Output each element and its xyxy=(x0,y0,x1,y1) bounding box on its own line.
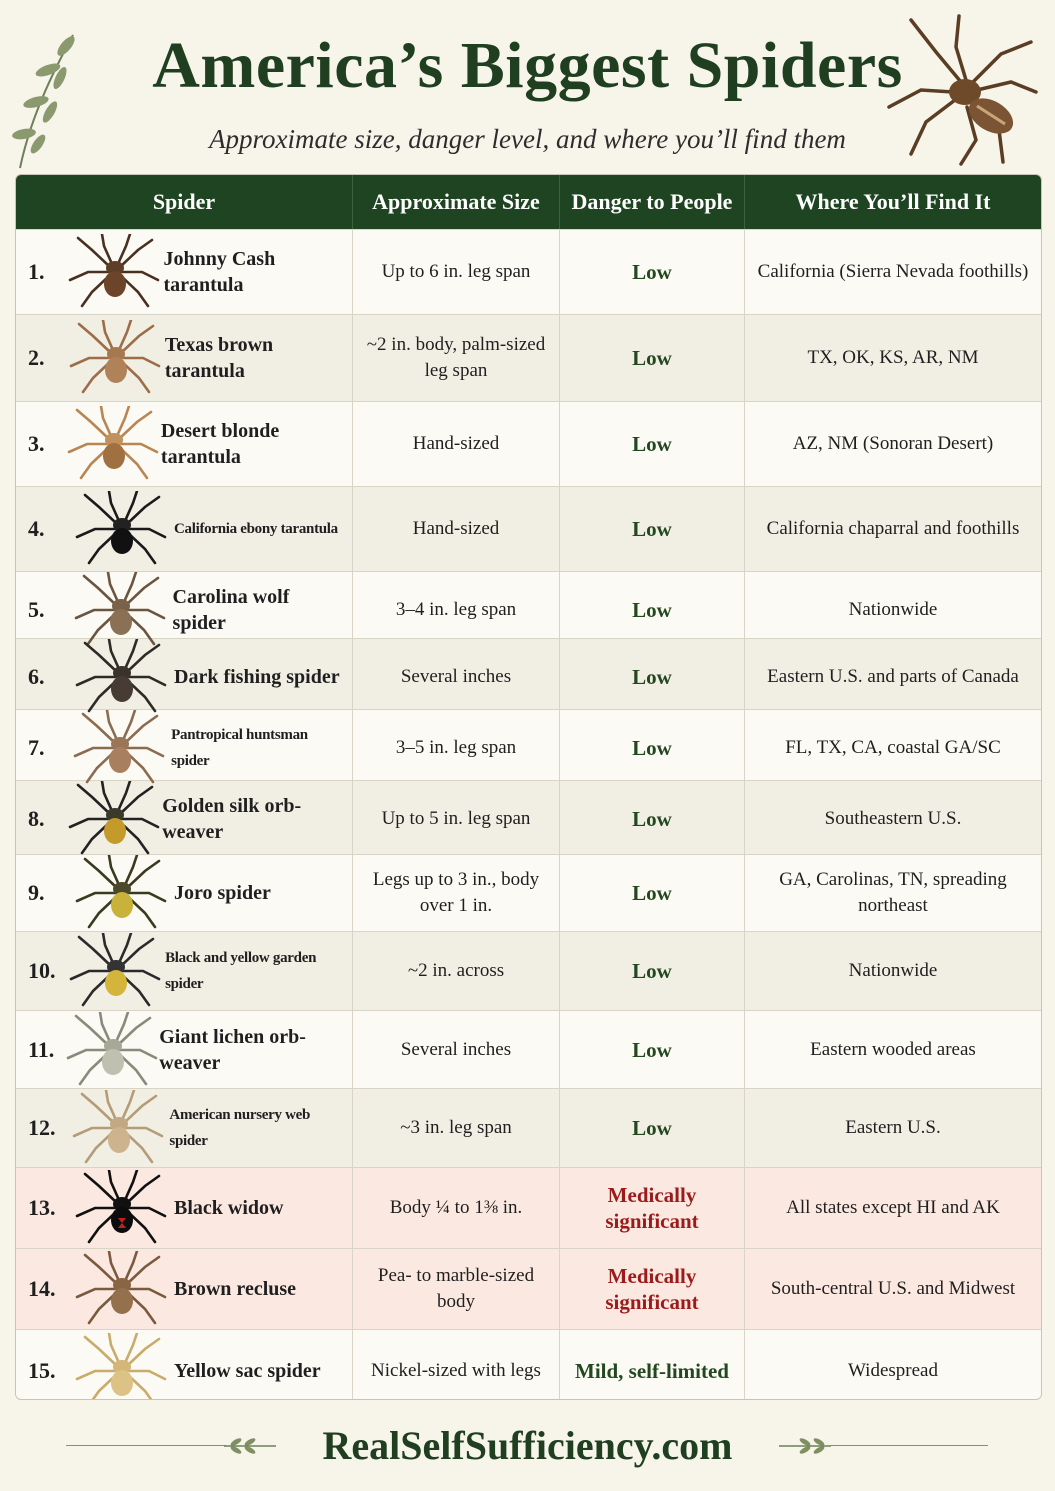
column-header-size: Approximate Size xyxy=(353,175,560,229)
spider-name: Pantropical huntsman spider xyxy=(171,727,308,769)
location-cell: GA, Carolinas, TN, spreading northeast xyxy=(779,869,1007,916)
huntsman-spider-icon xyxy=(63,710,171,786)
lichen-orb-weaver-icon xyxy=(60,1011,159,1088)
spider-cell xyxy=(16,855,353,931)
spider-name: Texas brown tarantula xyxy=(164,334,274,382)
joro-spider-icon xyxy=(64,855,174,931)
location-cell: South-central U.S. and Midwest xyxy=(770,1278,1016,1299)
table-header xyxy=(16,175,1041,229)
danger-cell: Mild, self-limited xyxy=(560,1330,745,1400)
danger-cell: Low xyxy=(560,781,745,857)
size-cell: Several inches xyxy=(353,639,560,715)
fishing-spider-icon xyxy=(64,639,174,715)
danger-cell: Low xyxy=(560,402,745,486)
table-row xyxy=(16,854,1041,931)
sprig-right-icon xyxy=(777,1436,833,1456)
rank-number: 10. xyxy=(28,958,56,983)
rank-number: 7. xyxy=(28,735,45,760)
spider-name: Golden silk orb-weaver xyxy=(162,795,302,843)
rank-number: 1. xyxy=(28,259,45,284)
size-cell: Several inches xyxy=(353,1011,560,1088)
danger-cell: Medically significant xyxy=(560,1168,745,1248)
size-cell: ~2 in. body, palm-sized leg span xyxy=(353,315,560,401)
danger-cell: Low xyxy=(560,710,745,786)
danger-cell: Low xyxy=(560,487,745,571)
spider-name: Johnny Cash tarantula xyxy=(163,248,276,296)
spider-cell xyxy=(16,487,353,571)
page-title: America’s Biggest Spiders xyxy=(152,29,903,102)
black-widow-icon xyxy=(64,1168,174,1248)
spider-cell xyxy=(16,315,353,401)
rank-number: 13. xyxy=(28,1195,56,1220)
danger-cell: Low xyxy=(560,1089,745,1167)
danger-cell: Low xyxy=(560,639,745,715)
spider-name: Carolina wolf spider xyxy=(172,586,290,634)
brown-recluse-icon xyxy=(64,1249,174,1329)
golden-orb-weaver-icon xyxy=(61,781,162,857)
size-cell: Body ¼ to 1⅜ in. xyxy=(353,1168,560,1248)
rank-number: 3. xyxy=(28,431,45,456)
rank-number: 12. xyxy=(28,1115,56,1140)
table-row xyxy=(16,1167,1041,1248)
spider-name: Black widow xyxy=(174,1197,284,1219)
size-cell: Nickel-sized with legs xyxy=(353,1330,560,1400)
page-subtitle: Approximate size, danger level, and where you’ll find them xyxy=(209,124,846,154)
size-cell: Legs up to 3 in., body over 1 in. xyxy=(353,855,560,931)
table-row xyxy=(16,314,1041,401)
table-row xyxy=(16,1010,1041,1088)
header xyxy=(0,0,1055,175)
tan-tarantula-icon xyxy=(62,315,165,401)
rank-number: 4. xyxy=(28,516,45,541)
table-row xyxy=(16,931,1041,1010)
danger-cell: Low xyxy=(560,230,745,314)
blonde-tarantula-icon xyxy=(61,402,161,486)
spider-cell xyxy=(16,402,353,486)
table-row xyxy=(16,1329,1041,1400)
nursery-web-spider-icon xyxy=(63,1089,170,1167)
rank-number: 5. xyxy=(28,597,45,622)
location-cell: Nationwide xyxy=(848,960,938,981)
spider-cell xyxy=(16,1249,353,1329)
footer-divider-right xyxy=(830,1445,988,1446)
size-cell: 3–4 in. leg span xyxy=(353,572,560,648)
table-row xyxy=(16,571,1041,638)
danger-cell: Low xyxy=(560,315,745,401)
danger-cell: Low xyxy=(560,855,745,931)
spider-cell xyxy=(16,230,353,314)
spider-cell xyxy=(16,710,353,786)
table-row xyxy=(16,780,1041,854)
column-header-danger: Danger to People xyxy=(560,175,745,229)
danger-cell: Low xyxy=(560,932,745,1010)
spider-name: Joro spider xyxy=(174,882,271,904)
spider-cell xyxy=(16,1011,353,1088)
rank-number: 6. xyxy=(28,664,45,689)
spider-name: Dark fishing spider xyxy=(174,666,340,688)
spider-table xyxy=(15,174,1042,1400)
table-row xyxy=(16,709,1041,780)
size-cell: Hand-sized xyxy=(353,487,560,571)
location-cell: Eastern wooded areas xyxy=(810,1038,976,1060)
size-cell: Pea- to marble-sized body xyxy=(353,1249,560,1329)
table-row xyxy=(16,1248,1041,1329)
location-cell: California (Sierra Nevada foothills) xyxy=(757,261,1029,282)
spider-cell xyxy=(16,1168,353,1248)
black-tarantula-icon xyxy=(64,487,174,571)
spider-cell xyxy=(16,1089,353,1167)
table-row xyxy=(16,638,1041,709)
spider-name: Black and yellow garden spider xyxy=(165,950,317,992)
location-cell: Eastern U.S. xyxy=(845,1117,941,1138)
spider-name: Desert blonde tarantula xyxy=(160,420,280,468)
rank-number: 15. xyxy=(28,1357,56,1383)
size-cell: ~2 in. across xyxy=(353,932,560,1010)
column-header-location: Where You’ll Find It xyxy=(795,189,991,214)
location-cell: TX, OK, KS, AR, NM xyxy=(807,347,979,368)
rank-number: 2. xyxy=(28,345,45,370)
spider-cell xyxy=(16,1330,353,1400)
spider-cell xyxy=(16,781,353,857)
size-cell: 3–5 in. leg span xyxy=(353,710,560,786)
danger-cell: Low xyxy=(560,572,745,648)
location-cell: Southeastern U.S. xyxy=(824,808,962,829)
size-cell: Hand-sized xyxy=(353,402,560,486)
wolf-spider-icon xyxy=(64,572,173,648)
footer-site-name: RealSelfSufficiency.com xyxy=(322,1423,733,1468)
table-row xyxy=(16,1088,1041,1167)
wolf-spider-illustration-icon xyxy=(881,12,1041,167)
column-header-spider: Spider xyxy=(16,175,353,229)
spider-name: Yellow sac spider xyxy=(174,1359,321,1382)
location-cell: All states except HI and AK xyxy=(786,1197,1000,1218)
location-cell: Nationwide xyxy=(848,599,938,620)
location-cell: Widespread xyxy=(848,1359,938,1381)
size-cell: Up to 6 in. leg span xyxy=(353,230,560,314)
rank-number: 14. xyxy=(28,1276,56,1301)
spider-name: Brown recluse xyxy=(174,1278,297,1300)
location-cell: FL, TX, CA, coastal GA/SC xyxy=(785,737,1001,758)
spider-name: American nursery web spider xyxy=(169,1107,311,1149)
table-row xyxy=(16,486,1041,571)
dark-brown-tarantula-icon xyxy=(61,230,163,314)
location-cell: California chaparral and foothills xyxy=(766,518,1020,539)
danger-cell: Low xyxy=(560,1011,745,1088)
danger-cell: Medically significant xyxy=(560,1249,745,1329)
table-row xyxy=(16,401,1041,486)
spider-cell xyxy=(16,639,353,715)
spider-name: California ebony tarantula xyxy=(174,521,338,537)
rank-number: 9. xyxy=(28,880,45,905)
rank-number: 11. xyxy=(28,1036,55,1062)
spider-name: Giant lichen orb-weaver xyxy=(159,1025,306,1074)
yellow-sac-spider-icon xyxy=(64,1330,174,1400)
spider-cell xyxy=(16,932,353,1010)
footer xyxy=(0,1408,1055,1488)
size-cell: Up to 5 in. leg span xyxy=(353,781,560,857)
garden-spider-icon xyxy=(62,932,165,1010)
location-cell: AZ, NM (Sonoran Desert) xyxy=(792,433,994,454)
spider-cell xyxy=(16,572,353,648)
location-cell: Eastern U.S. and parts of Canada xyxy=(767,666,1019,687)
size-cell: ~3 in. leg span xyxy=(353,1089,560,1167)
rank-number: 8. xyxy=(28,806,45,831)
table-row xyxy=(16,229,1041,314)
